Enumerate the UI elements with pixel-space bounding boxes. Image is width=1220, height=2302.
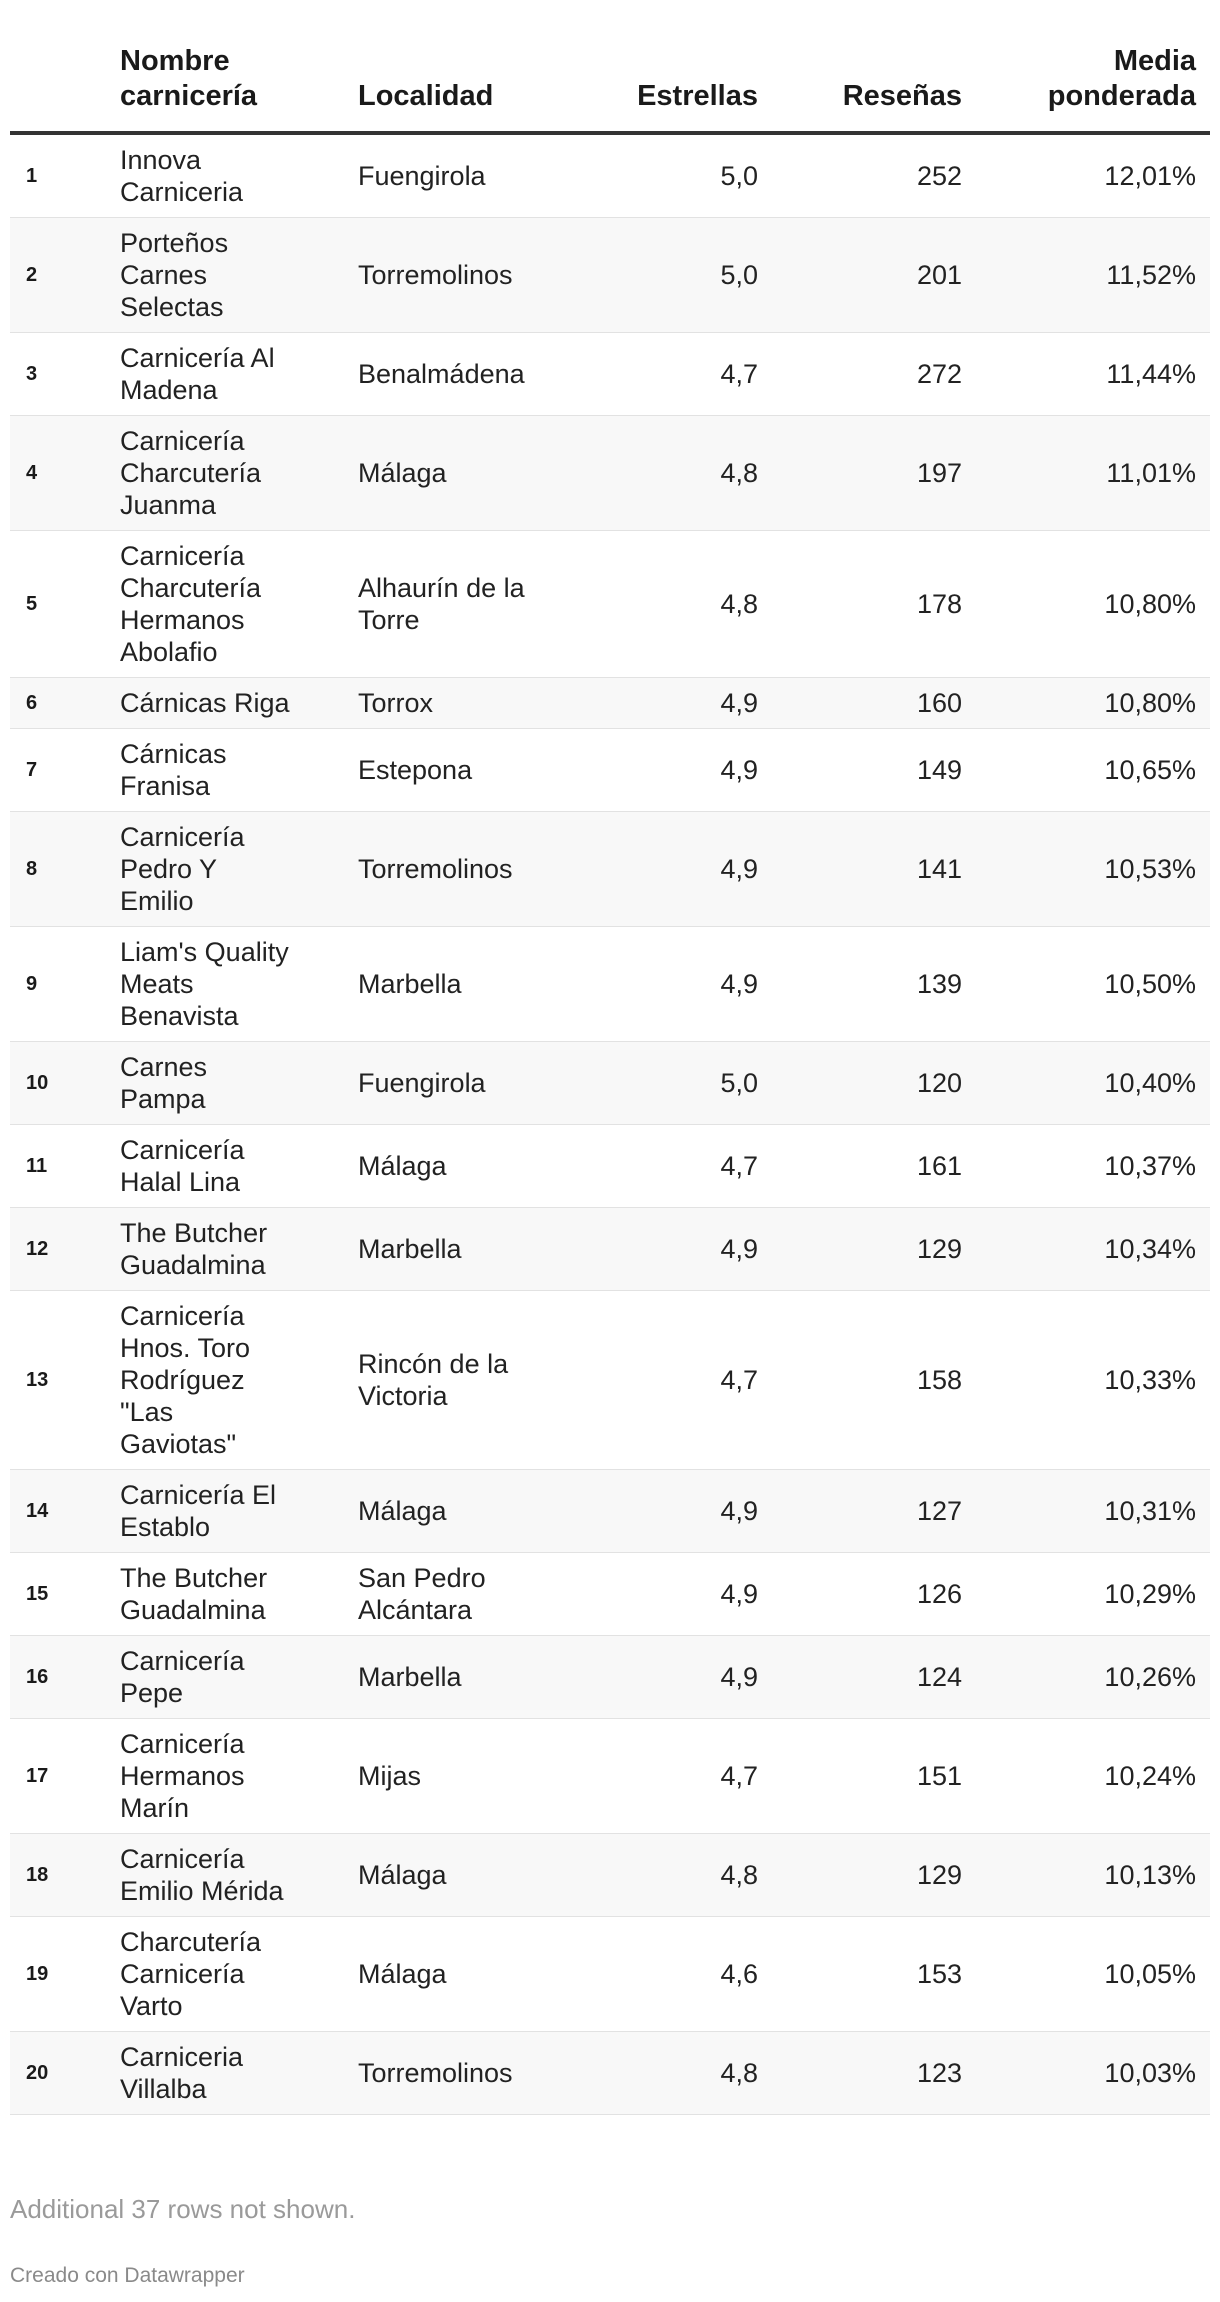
cell-reviews: 129 <box>772 1834 976 1917</box>
cell-rank: 3 <box>10 333 106 416</box>
cell-rank: 13 <box>10 1291 106 1470</box>
cell-stars: 4,7 <box>596 1719 772 1834</box>
cell-name: Carnicería Halal Lina <box>106 1125 344 1208</box>
cell-stars: 4,9 <box>596 1208 772 1291</box>
cell-reviews: 160 <box>772 678 976 729</box>
cell-reviews: 120 <box>772 1042 976 1125</box>
table-row <box>10 1470 1210 1553</box>
cell-name: Carnes Pampa <box>106 1042 344 1125</box>
cell-stars: 4,9 <box>596 678 772 729</box>
cell-weighted-average: 10,40% <box>976 1042 1210 1125</box>
cell-name: Carniceria Villalba <box>106 2032 344 2115</box>
cell-weighted-average: 11,01% <box>976 416 1210 531</box>
cell-reviews: 151 <box>772 1719 976 1834</box>
cell-stars: 4,7 <box>596 1291 772 1470</box>
cell-weighted-average: 10,80% <box>976 678 1210 729</box>
cell-weighted-average: 10,24% <box>976 1719 1210 1834</box>
cell-weighted-average: 10,65% <box>976 729 1210 812</box>
cell-name: Porteños Carnes Selectas <box>106 218 344 333</box>
cell-name: Cárnicas Franisa <box>106 729 344 812</box>
cell-name: The Butcher Guadalmina <box>106 1208 344 1291</box>
cell-weighted-average: 10,34% <box>976 1208 1210 1291</box>
cell-rank: 19 <box>10 1917 106 2032</box>
cell-rank: 10 <box>10 1042 106 1125</box>
cell-weighted-average: 10,26% <box>976 1636 1210 1719</box>
cell-weighted-average: 10,53% <box>976 812 1210 927</box>
cell-stars: 4,9 <box>596 729 772 812</box>
cell-name: Innova Carniceria <box>106 133 344 218</box>
cell-rank: 15 <box>10 1553 106 1636</box>
cell-name: Carnicería Pedro Y Emilio <box>106 812 344 927</box>
cell-rank: 17 <box>10 1719 106 1834</box>
table-row <box>10 1042 1210 1125</box>
header-locality-label: Localidad <box>358 80 494 112</box>
table-row <box>10 1291 1210 1470</box>
cell-rank: 14 <box>10 1470 106 1553</box>
cell-reviews: 124 <box>772 1636 976 1719</box>
table-row <box>10 927 1210 1042</box>
table-row <box>10 1719 1210 1834</box>
cell-rank: 8 <box>10 812 106 927</box>
cell-rank: 2 <box>10 218 106 333</box>
cell-weighted-average: 10,80% <box>976 531 1210 678</box>
table-row <box>10 333 1210 416</box>
cell-reviews: 123 <box>772 2032 976 2115</box>
cell-locality: Torrox <box>344 678 596 729</box>
table-row <box>10 1917 1210 2032</box>
header-name-label: Nombre carnicería <box>120 45 258 112</box>
cell-weighted-average: 10,13% <box>976 1834 1210 1917</box>
cell-rank: 6 <box>10 678 106 729</box>
table-row <box>10 1208 1210 1291</box>
cell-rank: 18 <box>10 1834 106 1917</box>
header-locality[interactable] <box>344 40 596 133</box>
cell-reviews: 201 <box>772 218 976 333</box>
cell-name: Carnicería Emilio Mérida <box>106 1834 344 1917</box>
cell-stars: 4,9 <box>596 1470 772 1553</box>
cell-name: The Butcher Guadalmina <box>106 1553 344 1636</box>
cell-weighted-average: 10,29% <box>976 1553 1210 1636</box>
cell-weighted-average: 11,52% <box>976 218 1210 333</box>
cell-locality: Torremolinos <box>344 2032 596 2115</box>
cell-weighted-average: 10,31% <box>976 1470 1210 1553</box>
cell-weighted-average: 12,01% <box>976 133 1210 218</box>
header-name[interactable] <box>106 40 344 133</box>
table-row <box>10 678 1210 729</box>
cell-reviews: 158 <box>772 1291 976 1470</box>
cell-stars: 4,8 <box>596 1834 772 1917</box>
cell-locality: Málaga <box>344 1125 596 1208</box>
cell-name: Carnicería Charcutería Hermanos Abolafio <box>106 531 344 678</box>
table-row <box>10 1636 1210 1719</box>
cell-locality: Fuengirola <box>344 133 596 218</box>
cell-stars: 4,6 <box>596 1917 772 2032</box>
cell-locality: Marbella <box>344 1636 596 1719</box>
cell-reviews: 129 <box>772 1208 976 1291</box>
cell-locality: Málaga <box>344 1834 596 1917</box>
cell-reviews: 139 <box>772 927 976 1042</box>
cell-rank: 5 <box>10 531 106 678</box>
cell-rank: 20 <box>10 2032 106 2115</box>
table-notes: Additional 37 rows not shown. <box>10 2194 356 2224</box>
cell-stars: 4,8 <box>596 531 772 678</box>
cell-locality: Benalmádena <box>344 333 596 416</box>
cell-reviews: 272 <box>772 333 976 416</box>
cell-rank: 12 <box>10 1208 106 1291</box>
cell-rank: 4 <box>10 416 106 531</box>
table-row <box>10 218 1210 333</box>
datawrapper-credit[interactable]: Creado con Datawrapper <box>10 2264 245 2287</box>
cell-name: Charcutería Carnicería Varto <box>106 1917 344 2032</box>
cell-locality: San Pedro Alcántara <box>344 1553 596 1636</box>
cell-locality: Torremolinos <box>344 218 596 333</box>
cell-stars: 4,7 <box>596 333 772 416</box>
cell-stars: 4,8 <box>596 2032 772 2115</box>
header-stars-label: Estrellas <box>637 80 758 112</box>
table-row <box>10 1553 1210 1636</box>
cell-reviews: 153 <box>772 1917 976 2032</box>
cell-rank: 1 <box>10 133 106 218</box>
cell-rank: 16 <box>10 1636 106 1719</box>
table-row <box>10 1834 1210 1917</box>
cell-stars: 5,0 <box>596 1042 772 1125</box>
cell-locality: Alhaurín de la Torre <box>344 531 596 678</box>
cell-reviews: 178 <box>772 531 976 678</box>
table-row <box>10 729 1210 812</box>
cell-locality: Mijas <box>344 1719 596 1834</box>
header-weighted-average[interactable] <box>976 40 1210 133</box>
cell-locality: Málaga <box>344 1470 596 1553</box>
cell-locality: Marbella <box>344 927 596 1042</box>
cell-name: Carnicería El Establo <box>106 1470 344 1553</box>
cell-locality: Fuengirola <box>344 1042 596 1125</box>
cell-locality: Málaga <box>344 416 596 531</box>
header-weighted-average-label: Media ponderada <box>1047 45 1196 112</box>
cell-locality: Rincón de la Victoria <box>344 1291 596 1470</box>
cell-weighted-average: 10,05% <box>976 1917 1210 2032</box>
cell-reviews: 197 <box>772 416 976 531</box>
table-row <box>10 2032 1210 2115</box>
cell-locality: Estepona <box>344 729 596 812</box>
cell-weighted-average: 11,44% <box>976 333 1210 416</box>
cell-reviews: 149 <box>772 729 976 812</box>
cell-stars: 4,9 <box>596 1553 772 1636</box>
cell-locality: Torremolinos <box>344 812 596 927</box>
cell-reviews: 141 <box>772 812 976 927</box>
cell-reviews: 126 <box>772 1553 976 1636</box>
cell-locality: Marbella <box>344 1208 596 1291</box>
header-stars[interactable] <box>596 40 772 133</box>
table-row <box>10 531 1210 678</box>
table-row <box>10 812 1210 927</box>
cell-rank: 11 <box>10 1125 106 1208</box>
cell-stars: 4,7 <box>596 1125 772 1208</box>
table-row <box>10 416 1210 531</box>
cell-locality: Málaga <box>344 1917 596 2032</box>
cell-weighted-average: 10,50% <box>976 927 1210 1042</box>
cell-stars: 4,8 <box>596 416 772 531</box>
cell-stars: 4,9 <box>596 1636 772 1719</box>
cell-name: Carnicería Al Madena <box>106 333 344 416</box>
header-reviews-label: Reseñas <box>842 80 962 112</box>
header-rank[interactable] <box>10 40 106 133</box>
cell-stars: 4,9 <box>596 927 772 1042</box>
cell-stars: 4,9 <box>596 812 772 927</box>
cell-weighted-average: 10,33% <box>976 1291 1210 1470</box>
table-row <box>10 133 1210 218</box>
table-row <box>10 1125 1210 1208</box>
cell-reviews: 161 <box>772 1125 976 1208</box>
cell-name: Carnicería Pepe <box>106 1636 344 1719</box>
ranking-table <box>10 40 1210 2115</box>
cell-weighted-average: 10,37% <box>976 1125 1210 1208</box>
table-body <box>10 133 1210 2115</box>
cell-weighted-average: 10,03% <box>976 2032 1210 2115</box>
cell-stars: 5,0 <box>596 133 772 218</box>
header-row <box>10 40 1210 133</box>
cell-name: Carnicería Charcutería Juanma <box>106 416 344 531</box>
cell-reviews: 127 <box>772 1470 976 1553</box>
header-reviews[interactable] <box>772 40 976 133</box>
cell-name: Liam's Quality Meats Benavista <box>106 927 344 1042</box>
cell-name: Carnicería Hnos. Toro Rodríguez "Las Gaviotas" <box>106 1291 344 1470</box>
cell-rank: 7 <box>10 729 106 812</box>
cell-reviews: 252 <box>772 133 976 218</box>
cell-stars: 5,0 <box>596 218 772 333</box>
cell-name: Cárnicas Riga <box>106 678 344 729</box>
cell-name: Carnicería Hermanos Marín <box>106 1719 344 1834</box>
cell-rank: 9 <box>10 927 106 1042</box>
